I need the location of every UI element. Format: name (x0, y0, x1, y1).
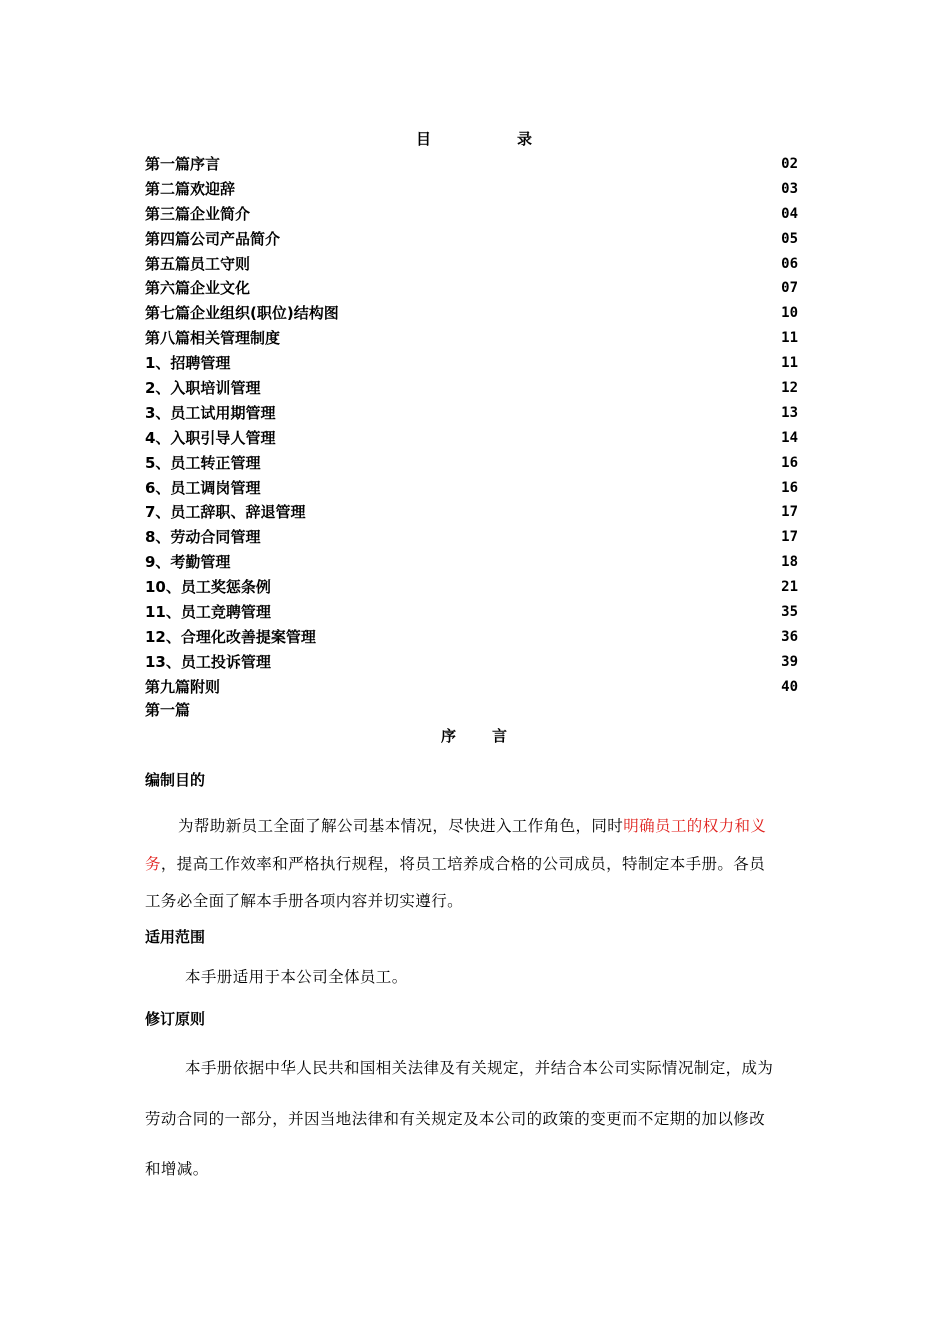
toc-entry-page: 05 (781, 230, 798, 247)
toc-entry-label: 第三篇企业简介 (145, 204, 251, 223)
toc-entry-label: 第一篇序言 (145, 155, 221, 173)
toc-entry-label: 2、入职培训管理 (145, 379, 261, 398)
section-heading-revision: 修订原则 (145, 1010, 206, 1028)
toc-entry-label: 第八篇相关管理制度 (145, 329, 281, 348)
toc-entry-page: 39 (781, 653, 798, 670)
paragraph-scope (145, 964, 807, 990)
preface-title (0, 725, 950, 747)
toc-entry (145, 650, 798, 675)
toc-entry-page: 13 (781, 404, 798, 421)
section-heading-scope: 适用范围 (145, 928, 206, 946)
toc-entry (145, 252, 798, 277)
toc-entry (145, 625, 798, 650)
toc-title-char-1: 目 (416, 130, 432, 148)
toc-entry-label: 1、招聘管理 (145, 354, 231, 373)
toc-entry-page: 36 (781, 628, 798, 645)
toc-entry (145, 227, 798, 252)
toc-entry-page: 11 (781, 330, 798, 347)
preface-title-char-1: 序 (441, 727, 457, 745)
toc-entry-page: 16 (781, 454, 798, 471)
toc-entry (145, 152, 798, 177)
toc-entry (145, 575, 798, 600)
toc-entry-page: 12 (781, 380, 798, 397)
text-run: 为帮助新员工全面了解公司基本情况，尽快进入工作角色，同时 (178, 817, 624, 835)
toc-entry (145, 451, 798, 476)
table-of-contents (145, 152, 798, 700)
toc-title (0, 128, 950, 150)
paragraph-line: 本手册适用于本公司全体员工。 (185, 968, 408, 986)
toc-entry (145, 351, 798, 376)
toc-entry-page: 03 (781, 180, 798, 197)
toc-entry-page: 07 (781, 280, 798, 297)
toc-entry-label: 4、入职引导人管理 (145, 428, 276, 447)
paragraph-line: 劳动合同的一部分，并因当地法律和有关规定及本公司的政策的变更而不定期的加以修改 (145, 1109, 766, 1128)
paragraph-purpose (145, 808, 807, 921)
toc-entry-page: 40 (781, 678, 798, 695)
paragraph-line: 和增减。 (145, 1160, 209, 1178)
toc-entry-label: 第五篇员工守则 (145, 254, 251, 273)
toc-entry-label: 第九篇附则 (145, 677, 221, 696)
toc-entry-page: 18 (781, 554, 798, 571)
toc-entry (145, 376, 798, 401)
paragraph-line (145, 846, 807, 884)
toc-title-char-2: 录 (517, 130, 533, 148)
toc-entry (145, 476, 798, 501)
toc-entry-page: 14 (781, 429, 798, 446)
highlighted-text: 务 (145, 854, 161, 873)
toc-entry-page: 17 (781, 504, 798, 521)
toc-entry-label: 11、员工竞聘管理 (145, 603, 271, 622)
toc-entry (145, 202, 798, 227)
toc-entry (145, 426, 798, 451)
toc-entry-label: 7、员工辞职、辞退管理 (145, 503, 306, 522)
text-run: ，提高工作效率和严格执行规程，将员工培养成合格的公司成员，特制定本手册。各员 (160, 854, 766, 873)
toc-entry (145, 525, 798, 550)
toc-entry-label: 8、劳动合同管理 (145, 528, 261, 547)
paragraph-line: 工务必全面了解本手册各项内容并切实遵行。 (145, 892, 464, 910)
toc-entry-label: 第六篇企业文化 (145, 279, 251, 298)
highlighted-text: 明确员工的权力和义 (623, 817, 767, 835)
paragraph-line (145, 808, 807, 846)
toc-entry-page: 16 (781, 479, 798, 496)
toc-entry-page: 04 (781, 205, 798, 222)
toc-entry (145, 177, 798, 202)
toc-entry-page: 11 (781, 355, 798, 372)
toc-entry-label: 12、合理化改善提案管理 (145, 627, 316, 646)
section-heading-purpose: 编制目的 (145, 771, 206, 789)
toc-entry (145, 500, 798, 525)
toc-entry-label: 10、员工奖惩条例 (145, 578, 271, 597)
toc-entry (145, 600, 798, 625)
toc-entry (145, 326, 798, 351)
toc-entry-label: 第二篇欢迎辞 (145, 179, 236, 198)
toc-entry-page: 10 (781, 305, 798, 322)
toc-entry-page: 17 (781, 529, 798, 546)
part-label: 第一篇 (145, 701, 191, 719)
toc-entry-label: 5、员工转正管理 (145, 453, 261, 472)
toc-entry-label: 第四篇公司产品简介 (145, 229, 281, 248)
preface-title-char-2: 言 (492, 727, 508, 745)
toc-entry (145, 401, 798, 426)
toc-entry-page: 02 (781, 156, 798, 172)
toc-entry-label: 第七篇企业组织(职位)结构图 (145, 304, 339, 323)
toc-entry-page: 21 (781, 579, 798, 596)
toc-entry-label: 6、员工调岗管理 (145, 478, 261, 497)
toc-entry-label: 13、员工投诉管理 (145, 652, 271, 671)
toc-entry (145, 550, 798, 575)
toc-entry (145, 675, 798, 700)
paragraph-line: 本手册依据中华人民共和国相关法律及有关规定，并结合本公司实际情况制定，成为 (185, 1059, 774, 1077)
toc-entry (145, 276, 798, 301)
toc-entry-page: 06 (781, 255, 798, 272)
toc-entry (145, 301, 798, 326)
toc-entry-label: 9、考勤管理 (145, 553, 231, 572)
paragraph-revision (145, 1043, 807, 1195)
toc-entry-page: 35 (781, 604, 798, 621)
toc-entry-label: 3、员工试用期管理 (145, 403, 276, 422)
